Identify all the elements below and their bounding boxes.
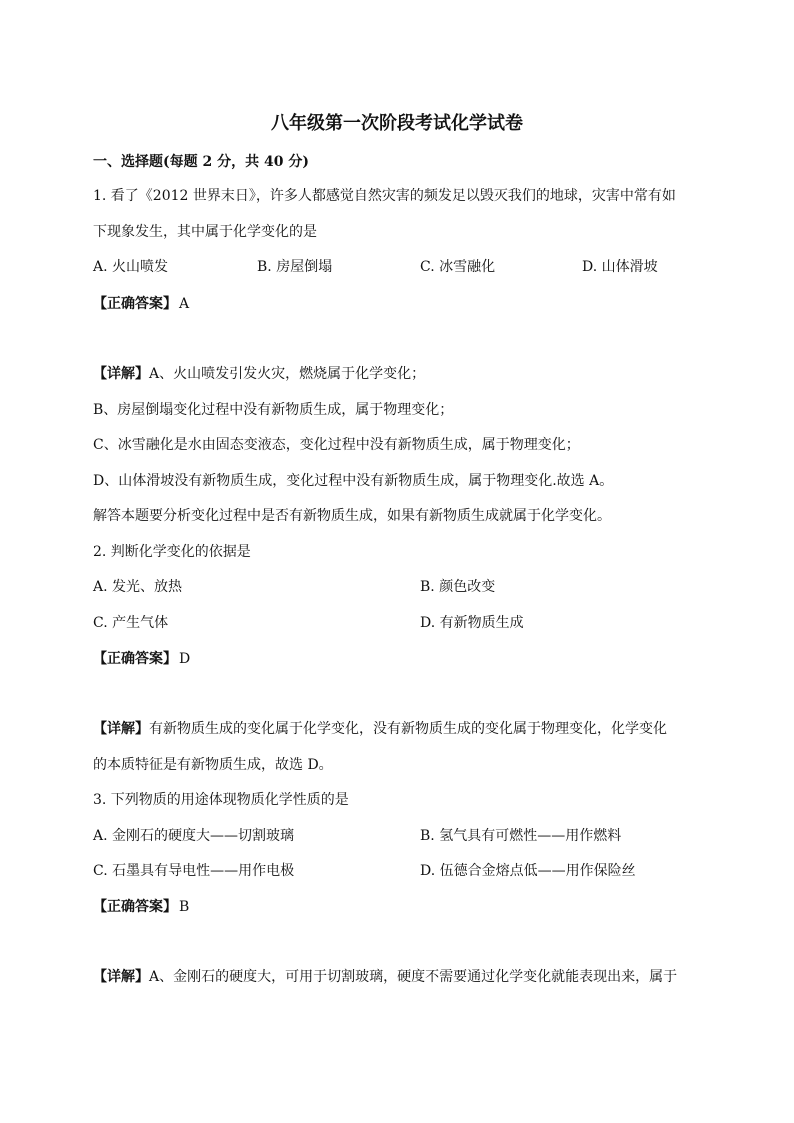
detail-label: 【详解】 (93, 721, 149, 737)
page-title: 八年级第一次阶段考试化学试卷 (271, 113, 523, 134)
q1-detail-line4: D、山体滑坡没有新物质生成，变化过程中没有新物质生成，属于物理变化.故选 A。 (93, 473, 614, 489)
answer-label: 【正确答案】 (93, 651, 177, 667)
answer-value: A (179, 296, 190, 312)
answer-value: D (179, 651, 191, 667)
q3-option-a: A. 金刚石的硬度大——切割玻璃 (93, 828, 295, 844)
q1-option-a: A. 火山喷发 (93, 259, 169, 275)
q1-detail-line5: 解答本题要分析变化过程中是否有新物质生成，如果有新物质生成就属于化学变化。 (93, 508, 611, 524)
q2-answer (93, 648, 713, 670)
q2-option-d: D. 有新物质生成 (420, 615, 524, 631)
q2-detail-line2: 的本质特征是有新物质生成，故选 D。 (93, 757, 333, 773)
q3-option-d: D. 伍德合金熔点低——用作保险丝 (420, 863, 636, 879)
detail-text: 有新物质生成的变化属于化学变化，没有新物质生成的变化属于物理变化，化学变化 (149, 721, 667, 737)
detail-label: 【详解】 (93, 969, 149, 985)
answer-value: B (179, 899, 190, 915)
q2-stem-line1: 2. 判断化学变化的依据是 (93, 544, 251, 560)
q1-detail-line2: B、房屋倒塌变化过程中没有新物质生成，属于物理变化； (93, 402, 454, 418)
q1-detail-line1 (93, 363, 713, 385)
answer-label: 【正确答案】 (93, 296, 177, 312)
q2-option-c: C. 产生气体 (93, 615, 169, 631)
detail-text: A、火山喷发引发火灾，燃烧属于化学变化； (149, 366, 426, 382)
detail-label: 【详解】 (93, 366, 149, 382)
section-heading: 一、选择题(每题 2 分，共 40 分) (93, 154, 309, 170)
q1-detail-line3: C、冰雪融化是水由固态变液态，变化过程中没有新物质生成，属于物理变化； (93, 437, 580, 453)
detail-text: A、金刚石的硬度大，可用于切割玻璃，硬度不需要通过化学变化就能表现出来，属于 (149, 969, 678, 985)
q1-stem-line1: 1. 看了《2012 世界末日》，许多人都感觉自然灾害的频发足以毁灭我们的地球，灾害中常有如 (93, 188, 676, 204)
q3-option-b: B. 氢气具有可燃性——用作燃料 (420, 828, 622, 844)
q1-answer (93, 293, 713, 315)
q2-option-b: B. 颜色改变 (420, 579, 496, 595)
q3-option-c: C. 石墨具有导电性——用作电极 (93, 863, 295, 879)
q2-detail-line1 (93, 718, 713, 740)
q1-option-b: B. 房屋倒塌 (257, 259, 333, 275)
q3-answer (93, 896, 713, 918)
answer-label: 【正确答案】 (93, 899, 177, 915)
q1-option-d: D. 山体滑坡 (582, 259, 658, 275)
q1-stem-line2: 下现象发生，其中属于化学变化的是 (93, 224, 317, 240)
q2-option-a: A. 发光、放热 (93, 579, 183, 595)
q3-stem-line1: 3. 下列物质的用途体现物质化学性质的是 (93, 792, 349, 808)
q3-detail-line1 (93, 966, 713, 988)
q1-option-c: C. 冰雪融化 (420, 259, 496, 275)
